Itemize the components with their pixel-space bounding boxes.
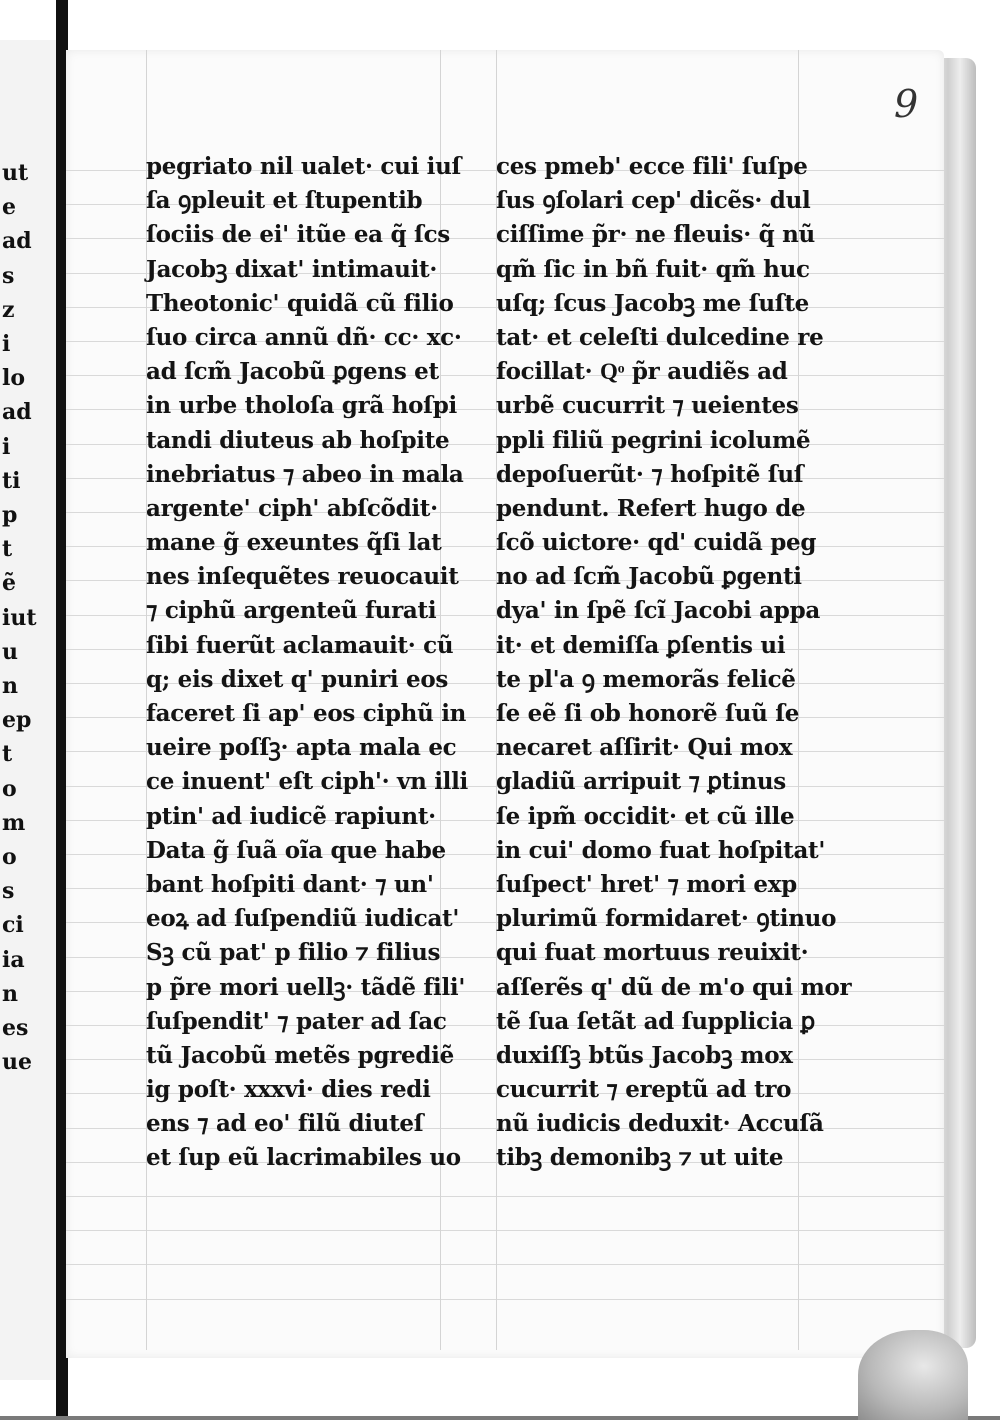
manuscript-line: tibꝫ demonibꝫ ⁊ ut uite (496, 1144, 784, 1172)
left-page-fragment: m (2, 809, 26, 836)
left-page-fragment: t (2, 741, 13, 768)
outer-background (972, 0, 1000, 1416)
manuscript-line: ppli filiũ pegrini icolumẽ (496, 426, 811, 454)
manuscript-line: ciſſime p̃r· ne fleuis· q̃ nũ (496, 221, 815, 249)
left-page-fragment: ad (2, 399, 32, 426)
manuscript-line: ſe eẽ ſi ob honorẽ ſuũ ſe (496, 700, 800, 727)
manuscript-line: Data g̃ ſuã oĩa que habe (146, 836, 446, 864)
manuscript-line: nes inſequẽtes reuocauit (146, 563, 459, 591)
manuscript-line: ſibi fuerũt aclamauit· cũ (146, 631, 454, 659)
left-page-fragment: n (2, 980, 18, 1007)
manuscript-line: dya' in ſpẽ ſcĩ Jacobi appa (496, 597, 820, 625)
manuscript-line: ce inuent' eſt ciph'· vn illi (146, 768, 468, 796)
manuscript-line: aſſerẽs q' dũ de m'o qui mor (496, 973, 852, 1001)
manuscript-line: tat· et celeſti dulcedine re (496, 323, 824, 351)
manuscript-line: tẽ ſua ſetãt ad ſupplicia ꝑ (496, 1007, 815, 1035)
manuscript-line: q; eis dixet q' puniri eos (146, 665, 449, 693)
manuscript-line: ueire poſſꝫ· apta mala ec (146, 734, 457, 762)
left-page-fragment: i (2, 331, 11, 357)
manuscript-line: qui fuat mortuus reuixit· (496, 939, 809, 967)
left-page-fragment: ad (2, 228, 32, 255)
left-page-fragment: ti (2, 467, 21, 494)
manuscript-line: ptin' ad iudicẽ rapiunt· (146, 802, 436, 830)
manuscript-line: tũ Jacobũ metẽs pgrediẽ (146, 1041, 454, 1069)
text-column-left (146, 150, 476, 1176)
manuscript-line: pegriato nil ualet· cui iuſ (146, 153, 462, 180)
left-page-fragment: t (2, 536, 13, 563)
left-page-fragment: iut (2, 604, 37, 631)
left-page-fragment: n (2, 673, 18, 699)
manuscript-line: faceret ſi ap' eos ciphũ in (146, 700, 467, 727)
manuscript-line: ad ſcm̃ Jacobũ ꝑgens et (146, 358, 439, 386)
manuscript-line: mane g̃ exeuntes q̃ſi lat (146, 529, 442, 557)
left-page-fragment: e (2, 194, 16, 221)
manuscript-line: ſociis de ei' itũe ea q̃ ſcs (146, 221, 450, 249)
manuscript-line: et ſup eũ lacrimabiles uo (146, 1144, 461, 1172)
folio-number: 9 (894, 82, 919, 126)
manuscript-line: cucurrit ⁊ ereptũ ad tro (496, 1076, 792, 1104)
left-page-fragment: ci (2, 912, 24, 939)
left-page-fragment: u (2, 638, 18, 665)
manuscript-line: tandi diuteus ab hoſpite (146, 426, 450, 454)
manuscript-line: no ad ſcm̃ Jacobũ ꝑgenti (496, 563, 802, 591)
manuscript-line: urbẽ cucurrit ⁊ ueientes (496, 392, 799, 420)
ruling-line (66, 1299, 944, 1300)
left-page-fragment: z (2, 296, 15, 323)
manuscript-line: in urbe tholoſa grã hoſpi (146, 392, 457, 420)
manuscript-line: focillat· Qͦ p̃r audiẽs ad (496, 358, 788, 386)
text-column-right (496, 150, 852, 1176)
manuscript-line: ſa ꝯpleuit et ſtupentib (146, 187, 423, 215)
left-page-fragment: ut (2, 160, 29, 186)
left-page-edge (0, 40, 58, 1380)
manuscript-line: Theotonic' quidã cũ filio (146, 289, 454, 317)
manuscript-line: Sꝫ cũ pat' p filio ⁊ filius (146, 939, 441, 967)
manuscript-line: ſuo circa annũ dñ· cc· xc· (146, 323, 462, 351)
manuscript-line: nũ iudicis deduxit· Accuſã (496, 1110, 824, 1138)
left-page-fragment: p (2, 502, 18, 528)
manuscript-line: ſuſpendit' ⁊ pater ad ſac (146, 1007, 447, 1035)
left-page-fragment: ue (2, 1049, 32, 1076)
left-page-fragment: o (2, 844, 17, 870)
left-page-fragment: s (2, 262, 15, 289)
manuscript-line: duxiſſꝫ btũs Jacobꝫ mox (496, 1041, 793, 1069)
manuscript-line: ⁊ ciphũ argenteũ furati (146, 597, 437, 625)
manuscript-line: necaret aſſirit· Qui mox (496, 734, 793, 762)
manuscript-line: uſq; ſcus Jacobꝫ me ſuſte (496, 289, 809, 317)
thumb (858, 1330, 968, 1420)
left-page-fragment: ẽ (2, 570, 16, 597)
left-page-fragment: i (2, 433, 11, 460)
manuscript-line: argente' ciph' abſcõdit· (146, 494, 438, 522)
left-page-fragment: ep (2, 707, 32, 734)
manuscript-line: ſus ꝯſolari cep' dicẽs· dul (496, 187, 811, 215)
manuscript-line: in cui' domo fuat hoſpitat' (496, 836, 826, 864)
manuscript-line: te pl'a ꝯ memorãs felicẽ (496, 665, 796, 693)
manuscript-line: ſuſpect' hret' ⁊ mori exp (496, 870, 797, 898)
left-page-fragment: s (2, 878, 15, 905)
left-page-fragment: es (2, 1015, 29, 1041)
manuscript-line: ſe ipm̃ occidit· et cũ ille (496, 802, 795, 830)
manuscript-line: bant hoſpiti dant· ⁊ un' (146, 870, 434, 898)
manuscript-line: ſcõ uictore· qd' cuidã peg (496, 529, 817, 557)
manuscript-line: gladiũ arripuit ⁊ ꝑtinus (496, 768, 786, 796)
manuscript-line: ens ⁊ ad eo' filũ diuteſ (146, 1110, 424, 1138)
manuscript-line: it· et demiſſa ꝑſentis ui (496, 631, 786, 659)
ruling-line (66, 1196, 944, 1197)
manuscript-line: Jacobꝫ dixat' intimauit· (146, 255, 438, 283)
manuscript-line: inebriatus ⁊ abeo in mala (146, 460, 464, 488)
left-page-fragment: o (2, 775, 17, 802)
manuscript-line: ces pmeb' ecce fili' ſuſpe (496, 153, 808, 180)
manuscript-line: p p̃re mori uellꝫ· tãdẽ fili' (146, 973, 466, 1001)
manuscript-line: depoſuerũt· ⁊ hoſpitẽ ſuſ (496, 460, 804, 488)
ruling-line (66, 1230, 944, 1231)
manuscript-line: eoꝝ ad ſuſpendiũ iudicat' (146, 905, 460, 933)
left-page-fragment: lo (2, 365, 26, 392)
manuscript-line: qm̃ ſic in bñ fuit· qm̃ huc (496, 255, 810, 283)
manuscript-line: pendunt. Refert hugo de (496, 494, 806, 522)
manuscript-line: ig poſt· xxxvi· dies redi (146, 1076, 431, 1104)
left-page-fragment: ia (2, 946, 25, 973)
ruling-line (66, 1264, 944, 1265)
manuscript-line: plurimũ formidaret· ꝯtinuo (496, 905, 837, 933)
